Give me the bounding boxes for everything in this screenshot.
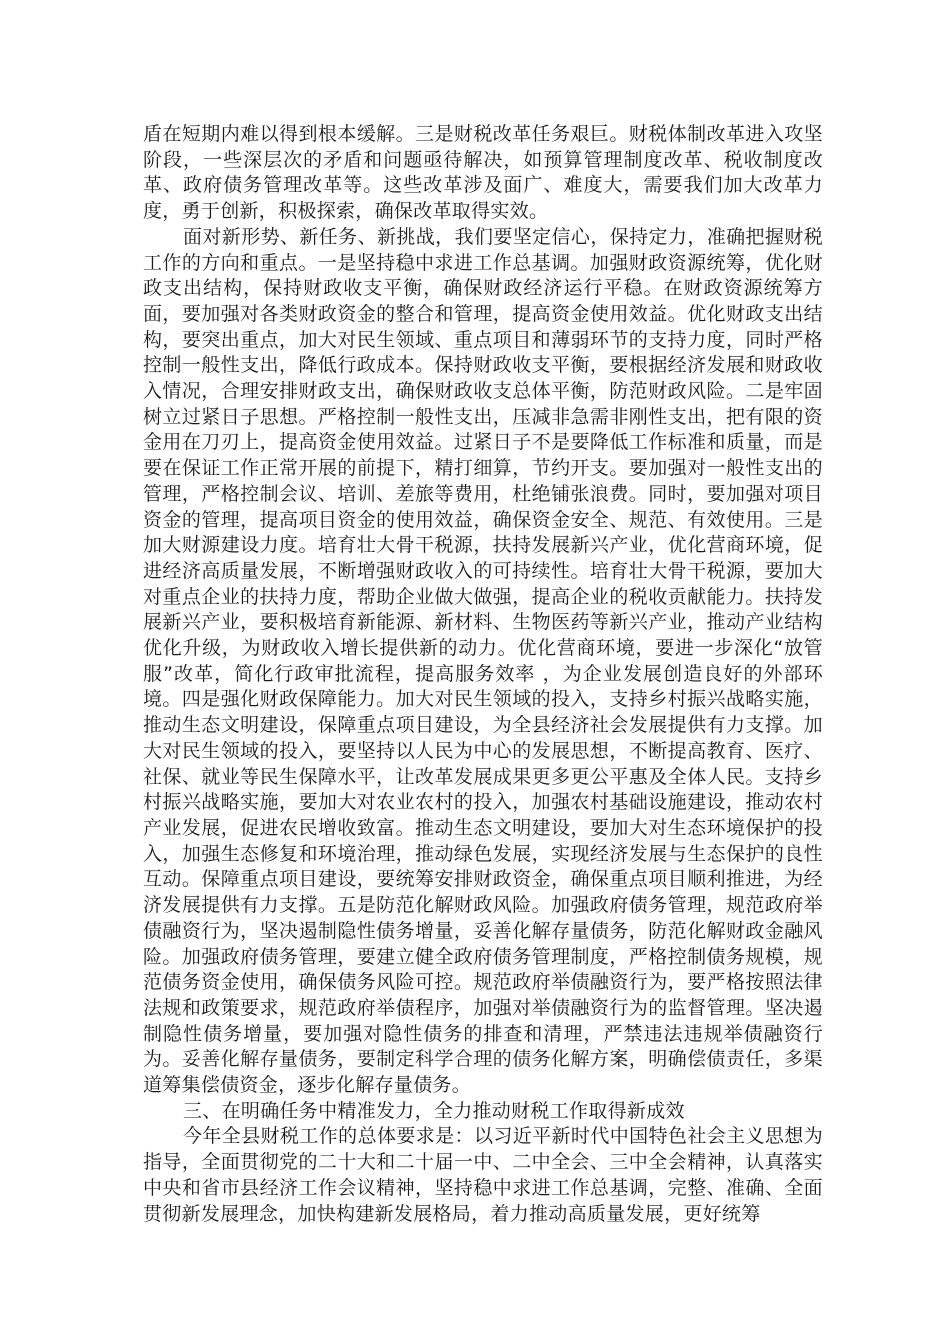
- section-heading-3: 三、在明确任务中精准发力，全力推动财税工作取得新成效: [183, 1099, 685, 1122]
- paragraph-2: 面对新形势、新任务、新挑战，我们要坚定信心，保持定力，准确把握财税工作的方向和重点。一是坚持稳中求进工作总基调。加强财政资源统筹，优化财政支出结构，保持财政收支平衡，确保财政经济运行平稳。在财政资源统筹方面，要加强对各类财政资金的整合和管理，提高资金使用效益。优化财政支出结构，要突出重点，加大对民生领域、重点项目和薄弱环节的支持力度，同时严格控制一般性支出，降低行政成本。保持财政收支平衡，要根据经济发展和财政收入情况，合理安排财政支出，确保财政收支总体平衡，防范财政风险。二是牢固树立过紧日子思想。严格控制一般性支出，压减非急需非刚性支出，把有限的资金用在刀刃上，提高资金使用效益。过紧日子不是要降低工作标准和质量，而是要在保证工作正常开展的前提下，精打细算，节约开支。要加强对一般性支出的管理，严格控制会议、培训、差旅等费用，杜绝铺张浪费。同时，要加强对项目资金的管理，提高项目资金的使用效益，确保资金安全、规范、有效使用。三是加大财源建设力度。培育壮大骨干税源，扶持发展新兴产业，优化营商环境，促进经济高质量发展，不断增强财政收入的可持续性。培育壮大骨干税源，要加大对重点企业的扶持力度，帮助企业做大做强，提高企业的税收贡献能力。扶持发展新兴产业，要积极培育新能源、新材料、生物医药等新兴产业，推动产业结构优化升级，为财政收入增长提供新的动力。优化营商环境，要进一步深化“放管服”改革，简化行政审批流程，提高服务效率 ，为企业发展创造良好的外部环境。四是强化财政保障能力。加大对民生领域的投入，支持乡村振兴战略实施，推动生态文明建设，保障重点项目建设，为全县经济社会发展提供有力支撑。加大对民生领域的投入，要坚持以人民为中心的发展思想，不断提高教育、医疗、社保、就业等民生保障水平，让改革发展成果更多更公平惠及全体人民。支持乡村振兴战略实施，要加大对农业农村的投入，加强农村基础设施建设，推动农村产业发展，促进农民增收致富。推动生态文明建设，要加大对生态环境保护的投入，加强生态修复和环境治理，推动绿色发展，实现经济发展与生态保护的良性互动。保障重点项目建设，要统筹安排财政资金，确保重点项目顺利推进，为经济发展提供有力支撑。五是防范化解财政风险。加强政府债务管理，规范政府举债融资行为，坚决遏制隐性债务增量，妥善化解存量债务，防范化解财政金融风险。加强政府债务管理，要建立健全政府债务管理制度，严格控制债务规模，规范债务资金使用，确保债务风险可控。规范政府举债融资行为，要严格按照法律法规和政策要求，规范政府举债程序，加强对举债融资行为的监督管理。坚决遏制隐性债务增量，要加强对隐性债务的排查和清理，严禁违法违规举债融资行为。妥善化解存量债务，要制定科学合理的债务化解方案，明确偿债责任，多渠道筹集偿债资金，逐步化解存量债务。: [143, 225, 823, 1097]
- document-body: [143, 122, 823, 1227]
- paragraph-4: 今年全县财税工作的总体要求是：以习近平新时代中国特色社会主义思想为指导，全面贯彻党的二十大和二十届一中、二中全会、三中全会精神，认真落实中央和省市县经济工作会议精神，坚持稳中求进工作总基调，完整、准确、全面贯彻新发展理念，加快构建新发展格局，着力推动高质量发展，更好统筹: [143, 1125, 823, 1225]
- paragraph-1: 盾在短期内难以得到根本缓解。三是财税改革任务艰巨。财税体制改革进入攻坚阶段，一些深层次的矛盾和问题亟待解决，如预算管理制度改革、税收制度改革、政府债务管理改革等。这些改革涉及面广、难度大，需要我们加大改革力度，勇于创新，积极探索，确保改革取得实效。: [143, 123, 823, 223]
